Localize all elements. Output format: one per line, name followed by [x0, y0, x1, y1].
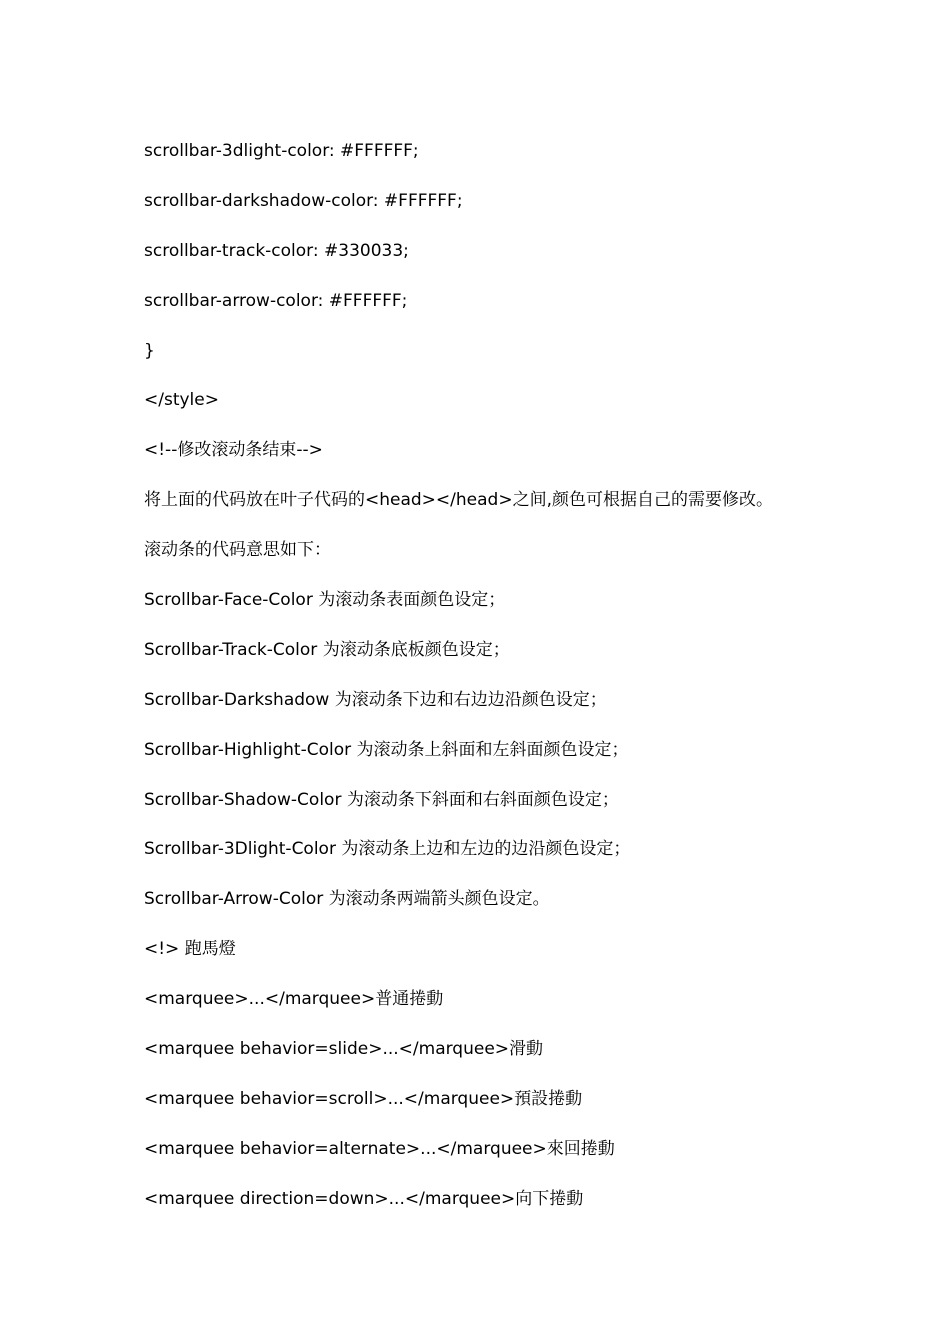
- code-line-track-color: scrollbar-track-color: #330033;: [144, 240, 409, 261]
- paragraph-meaning-intro: 滚动条的代码意思如下：: [144, 540, 331, 561]
- marquee-example-scroll: <marquee behavior=scroll>...</marquee>預設捲動: [144, 1088, 583, 1109]
- marquee-example-slide: <marquee behavior=slide>...</marquee>滑動: [144, 1039, 544, 1060]
- code-line-closing-brace: }: [144, 340, 155, 361]
- code-line-comment-end: <!--修改滚动条结束-->: [144, 440, 323, 461]
- marquee-example-down: <marquee direction=down>...</marquee>向下捲動: [144, 1188, 584, 1209]
- definition-highlight-color: Scrollbar-Highlight-Color 为滚动条上斜面和左斜面颜色设定；: [144, 739, 629, 760]
- definition-arrow-color: Scrollbar-Arrow-Color 为滚动条两端箭头颜色设定。: [144, 889, 550, 910]
- definition-shadow-color: Scrollbar-Shadow-Color 为滚动条下斜面和右斜面颜色设定；: [144, 789, 619, 810]
- definition-3dlight-color: Scrollbar-3Dlight-Color 为滚动条上边和左边的边沿颜色设定；: [144, 839, 631, 860]
- code-line-arrow-color: scrollbar-arrow-color: #FFFFFF;: [144, 290, 408, 311]
- code-line-3dlight-color: scrollbar-3dlight-color: #FFFFFF;: [144, 141, 419, 161]
- code-line-style-close: </style>: [144, 390, 219, 411]
- paragraph-placement-note: 将上面的代码放在叶子代码的<head></head>之间,颜色可根据自己的需要修改。: [144, 490, 773, 511]
- definition-darkshadow: Scrollbar-Darkshadow 为滚动条下边和右边边沿颜色设定；: [144, 689, 607, 710]
- section-heading-marquee: <!> 跑馬燈: [144, 939, 236, 960]
- code-line-darkshadow-color: scrollbar-darkshadow-color: #FFFFFF;: [144, 190, 463, 211]
- document-body: [144, 137, 924, 1235]
- marquee-example-default: <marquee>...</marquee>普通捲動: [144, 989, 444, 1010]
- marquee-example-alternate: <marquee behavior=alternate>...</marquee>來回捲動: [144, 1138, 615, 1159]
- definition-face-color: Scrollbar-Face-Color 为滚动条表面颜色设定；: [144, 590, 506, 611]
- definition-track-color: Scrollbar-Track-Color 为滚动条底板颜色设定；: [144, 639, 510, 660]
